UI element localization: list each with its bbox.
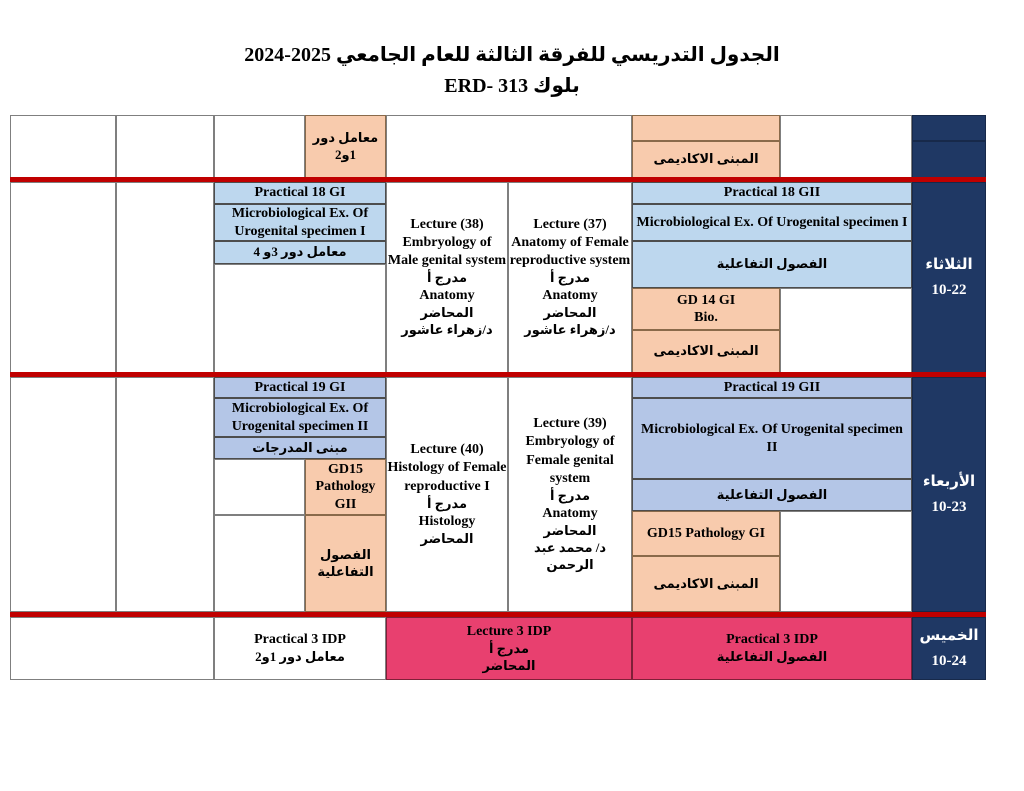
practical-location: معامل دور 1و2 — [255, 649, 345, 665]
lecturer-name: د/زهراء عاشور — [524, 322, 616, 338]
wednesday-gd-g1-cell: GD15 Pathology GI — [632, 511, 780, 556]
wednesday-empty-cell-d — [214, 515, 305, 612]
thursday-practical-interactive-cell — [632, 617, 912, 680]
tuesday-empty-cell-a — [10, 182, 116, 373]
tuesday-day-cell — [912, 182, 986, 373]
header-empty-cell-c — [214, 115, 305, 178]
lecture-title: Lecture (39) — [533, 416, 607, 432]
wednesday-lecture-39-cell — [508, 377, 632, 612]
wednesday-practical-g1-location: مبنى المدرجات — [214, 437, 386, 459]
lecture-hall: مدرج أ — [549, 488, 591, 503]
practical-title: Practical 3 IDP — [254, 631, 346, 647]
lecture-topic: Anatomy of Female reproductive system — [509, 234, 631, 269]
lecture-title: Lecture 3 IDP — [466, 623, 552, 639]
header-empty-cell-a — [10, 115, 116, 178]
wednesday-practical-g2-title: Practical 19 GII — [632, 377, 912, 398]
lecture-hall: مدرج أ — [488, 640, 530, 656]
header-day-column-top — [912, 115, 986, 141]
header-empty-cell-b — [116, 115, 214, 178]
tuesday-lecture-38-cell — [386, 182, 508, 373]
row-separator-line — [10, 372, 986, 377]
lecture-hall: مدرج أ — [426, 270, 468, 286]
wednesday-practical-g1-title: Practical 19 GI — [214, 377, 386, 398]
lecture-department: Anatomy — [542, 288, 598, 304]
practical-location: الفصول التفاعلية — [716, 649, 828, 665]
tuesday-building-cell: المبنى الاكاديمى — [632, 330, 780, 373]
wednesday-building-cell: المبنى الاكاديمى — [632, 556, 780, 612]
day-date: 10-24 — [931, 653, 967, 669]
lecture-title: Lecture (38) — [410, 216, 484, 232]
lecture-title: Lecture (40) — [410, 442, 484, 458]
tuesday-gd-cell — [632, 288, 780, 330]
tuesday-empty-cell-c — [214, 264, 386, 373]
header-room-empty-cell — [632, 115, 780, 141]
lecture-title: Lecture (37) — [533, 216, 607, 232]
tuesday-practical-g2-subject: Microbiological Ex. Of Urogenital specimen I — [632, 204, 912, 241]
wednesday-empty-cell-c — [214, 459, 305, 515]
lecture-hall: مدرج أ — [549, 270, 591, 286]
lecture-department: Anatomy — [542, 505, 598, 521]
lecturer-label: المحاضر — [543, 305, 597, 321]
page-title-line2: بلوك ERD- 313 — [444, 75, 580, 97]
header-day-column-bottom — [912, 141, 986, 178]
lecturer-name: د/زهراء عاشور — [401, 322, 493, 338]
tuesday-practical-g1-title: Practical 18 GI — [214, 182, 386, 204]
page-title-line1: الجدول التدريسي للفرقة الثالثة للعام الجامعي 2025-2024 — [244, 44, 780, 66]
wednesday-empty-cell-b — [116, 377, 214, 612]
thursday-empty-cell-a — [10, 617, 214, 680]
wednesday-empty-cell-e — [780, 511, 912, 612]
tuesday-practical-g2-location: الفصول التفاعلية — [632, 241, 912, 288]
lecture-topic: Embryology of Female genital system — [525, 434, 615, 486]
day-name: الثلاثاء — [925, 257, 973, 273]
row-separator-line — [10, 612, 986, 617]
thursday-day-cell — [912, 617, 986, 680]
lecturer-name: د/ محمد عبد الرحمن — [533, 539, 607, 572]
lecturer-label: المحاضر — [420, 305, 474, 321]
tuesday-empty-cell-b — [116, 182, 214, 373]
lecturer-label: المحاضر — [420, 530, 474, 546]
lecture-topic: Embryology of Male genital system — [387, 234, 507, 269]
lecturer-label: المحاضر — [482, 657, 536, 673]
wednesday-empty-cell-a — [10, 377, 116, 612]
wednesday-practical-g2-location: الفصول التفاعلية — [632, 479, 912, 511]
tuesday-practical-g1-location: معامل دور 3و 4 — [214, 241, 386, 264]
thursday-lecture-cell — [386, 617, 632, 680]
tuesday-empty-cell-d — [780, 288, 912, 373]
lecture-department: Anatomy — [419, 288, 475, 304]
tuesday-practical-g2-title: Practical 18 GII — [632, 182, 912, 204]
row-separator-line — [10, 177, 986, 182]
header-empty-cell-e — [780, 115, 912, 178]
header-academic-building-cell: المبنى الاكاديمى — [632, 141, 780, 178]
practical-title: Practical 3 IDP — [726, 631, 818, 647]
wednesday-lecture-40-cell — [386, 377, 508, 612]
lecture-department: Histology — [418, 513, 476, 529]
gd-line2: Bio. — [694, 310, 718, 325]
lecture-topic: Histology of Female reproductive I — [387, 460, 507, 494]
day-name: الأربعاء — [922, 474, 976, 490]
thursday-practical-labs-cell — [214, 617, 386, 680]
wednesday-practical-g1-subject: Microbiological Ex. Of Urogenital specimen II — [214, 398, 386, 437]
day-name: الخميس — [919, 628, 979, 644]
tuesday-practical-g1-subject: Microbiological Ex. Of Urogenital specimen I — [214, 204, 386, 241]
lecturer-label: المحاضر — [543, 523, 597, 539]
wednesday-day-cell — [912, 377, 986, 612]
header-labs-room-cell: معامل دور 1و2 — [305, 115, 386, 178]
tuesday-lecture-37-cell — [508, 182, 632, 373]
day-date: 10-23 — [931, 499, 967, 515]
header-empty-cell-d — [386, 115, 632, 178]
wednesday-practical-g2-subject: Microbiological Ex. Of Urogenital specimen II — [632, 398, 912, 479]
wednesday-interactive-classes-cell: الفصول التفاعلية — [305, 515, 386, 612]
page-title — [0, 40, 1024, 102]
lecture-hall: مدرج أ — [426, 495, 468, 511]
gd-line1: GD 14 GI — [676, 292, 736, 308]
day-date: 10-22 — [931, 282, 967, 298]
wednesday-gd-g2-cell: GD15 Pathology GII — [305, 459, 386, 515]
